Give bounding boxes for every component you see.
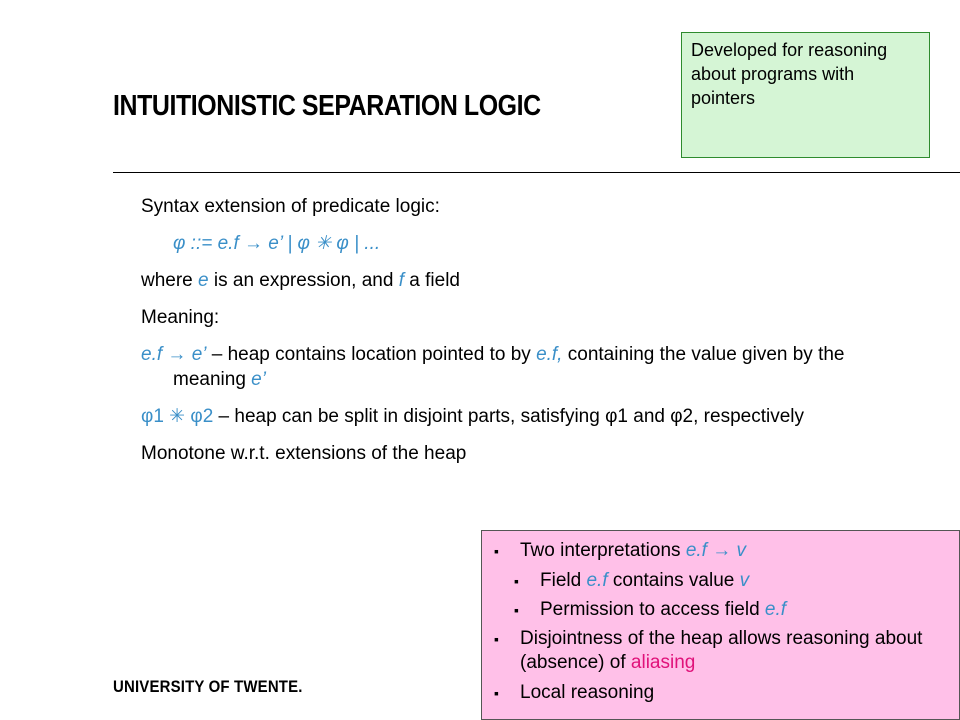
bullet-icon: ▪ — [494, 631, 499, 647]
university-logo: UNIVERSITY OF TWENTE. — [113, 677, 303, 696]
pt-text-1: – heap contains location pointed to by — [206, 344, 537, 365]
s1-mid: contains value — [607, 570, 740, 591]
b2-aliasing: aliasing — [630, 652, 696, 673]
b1-arrow: → — [712, 540, 732, 561]
title-divider — [113, 172, 960, 173]
list-item — [514, 569, 951, 593]
arrow-symbol: → — [244, 233, 264, 254]
s1-v: v — [739, 570, 750, 591]
where-text-3: a field — [404, 270, 460, 291]
b2-text: Disjointness of the heap allows reasoning about (absence) of — [520, 628, 923, 673]
note-box: Developed for reasoning about programs with pointers — [681, 32, 930, 158]
slide-body — [141, 194, 881, 478]
s2-ef: e.f — [764, 599, 787, 620]
sep-star: ✳ — [169, 406, 186, 427]
where-text-1: where — [141, 270, 199, 291]
b3-text: Local reasoning — [520, 682, 655, 703]
separating-conjunction-definition — [141, 404, 881, 429]
s2-text: Permission to access field — [540, 599, 765, 620]
where-line — [141, 268, 881, 293]
grammar-line — [141, 231, 881, 256]
grammar-rest: e’ | φ ✳ φ | ... — [263, 233, 381, 254]
pt-e2: e’ — [251, 369, 266, 390]
list-item — [514, 598, 951, 622]
slide-title: INTUITIONISTIC SEPARATION LOGIC — [113, 90, 541, 122]
bullet-icon: ▪ — [514, 602, 519, 618]
where-e: e — [198, 270, 209, 291]
s1-text: Field — [540, 570, 587, 591]
list-item — [494, 539, 951, 563]
b1-v: v — [736, 540, 746, 561]
bullet-icon: ▪ — [494, 685, 499, 701]
points-to-definition — [141, 342, 881, 392]
list-item — [494, 681, 951, 705]
pt-arrow: → — [167, 344, 187, 365]
s1-ef: e.f — [586, 570, 608, 591]
pt-ef: e.f, — [536, 344, 563, 365]
sep-text: – heap can be split in disjoint parts, satisfying φ1 and φ2, respectively — [213, 406, 805, 427]
bullet-icon: ▪ — [514, 573, 519, 589]
b1-ef: e.f — [685, 540, 707, 561]
pt-text-2: containing the value given by the meaning — [173, 344, 845, 390]
monotone-line: Monotone w.r.t. extensions of the heap — [141, 443, 467, 464]
pt-lhs: e.f — [141, 344, 163, 365]
pt-rhs: e’ — [191, 344, 207, 365]
bullet-icon: ▪ — [494, 543, 499, 559]
b1-text: Two interpretations — [520, 540, 686, 561]
interpretation-box — [481, 530, 960, 720]
syntax-line: Syntax extension of predicate logic: — [141, 196, 440, 217]
where-f: f — [398, 270, 405, 291]
grammar-phi: φ ::= e.f — [173, 233, 245, 254]
sep-phi2: φ2 — [190, 406, 214, 427]
sep-phi1: φ1 — [141, 406, 164, 427]
where-text-2: is an expression, and — [208, 270, 399, 291]
meaning-heading: Meaning: — [141, 307, 220, 328]
list-item — [494, 627, 951, 675]
